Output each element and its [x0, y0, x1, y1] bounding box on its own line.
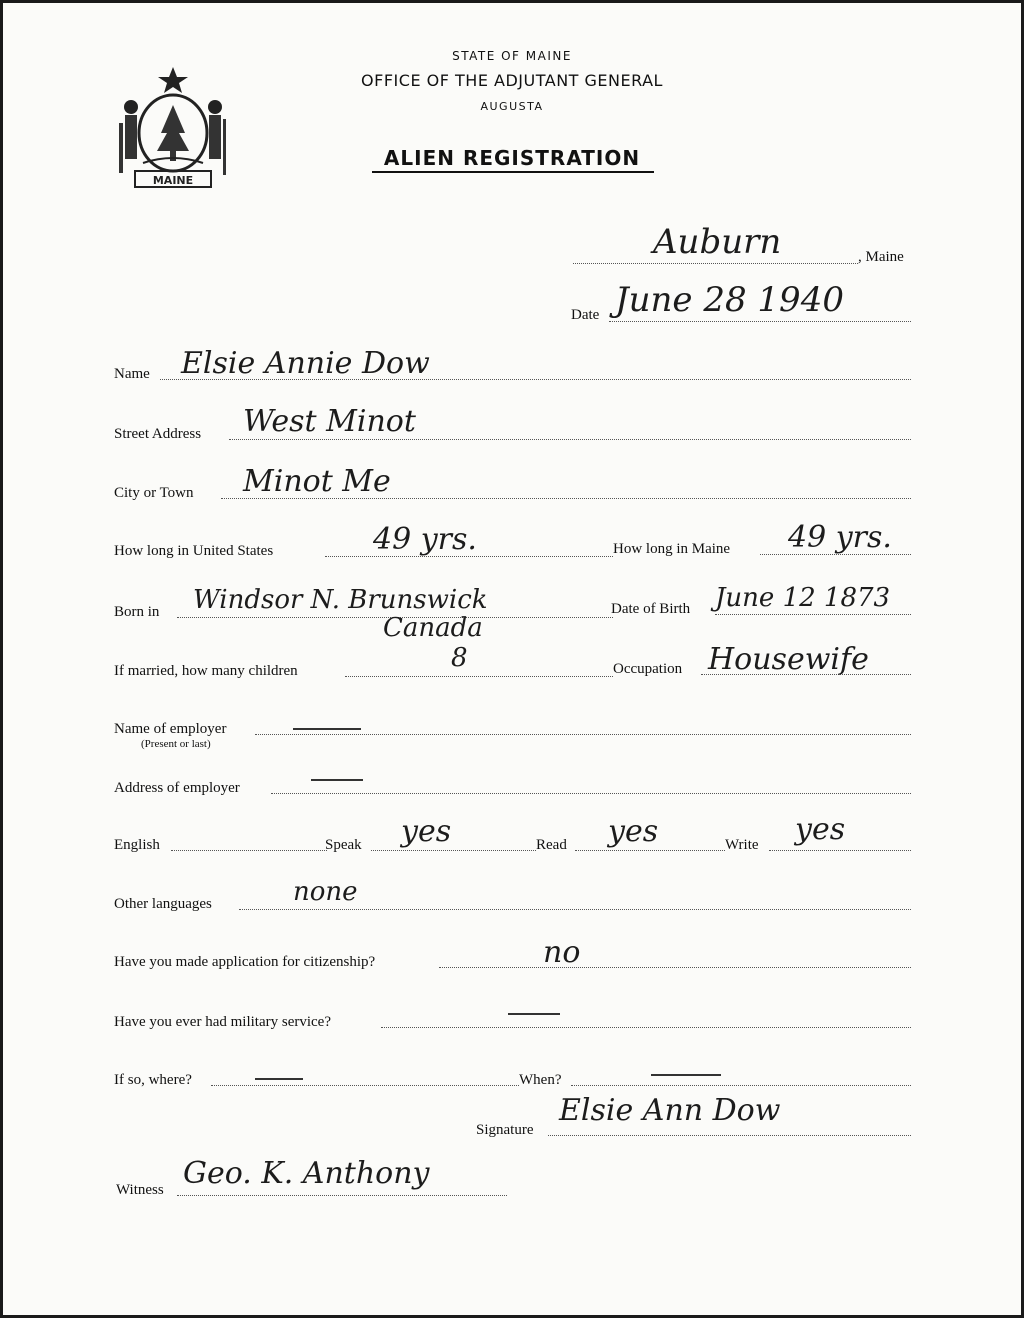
born-in-label: Born in [114, 604, 160, 620]
when-label: When? [519, 1072, 562, 1088]
witness-label: Witness [116, 1182, 164, 1198]
other-languages-value: none [293, 877, 358, 907]
english-label: English [114, 837, 160, 853]
where-line [211, 1085, 519, 1086]
location-line [573, 263, 858, 264]
military-label: Have you ever had military service? [114, 1014, 331, 1030]
witness-line [177, 1195, 507, 1196]
employer-name-blank-mark [293, 728, 361, 730]
title-underline [372, 171, 654, 173]
children-value: 8 [451, 643, 468, 673]
seal-text: MAINE [152, 174, 194, 187]
occupation-value: Housewife [708, 642, 869, 677]
where-label: If so, where? [114, 1072, 192, 1088]
street-address-value: West Minot [243, 404, 416, 439]
read-label: Read [536, 837, 567, 853]
employer-name-sublabel: (Present or last) [141, 738, 211, 750]
employer-name-line [255, 734, 911, 735]
citizenship-value: no [543, 935, 581, 970]
header-state: STATE OF MAINE [452, 49, 572, 63]
born-in-value: Windsor N. Brunswick [193, 585, 488, 615]
signature-label: Signature [476, 1122, 534, 1138]
street-address-label: Street Address [114, 426, 202, 442]
employer-address-line [271, 793, 911, 794]
date-line [609, 321, 911, 322]
name-value: Elsie Annie Dow [181, 346, 430, 381]
english-line [171, 850, 327, 851]
date-value: June 28 1940 [615, 280, 844, 320]
military-line [381, 1027, 911, 1028]
form-title: ALIEN REGISTRATION [383, 146, 641, 170]
dob-label: Date of Birth [611, 601, 691, 617]
children-line [345, 676, 613, 677]
employer-address-label: Address of employer [114, 780, 240, 796]
citizenship-label: Have you made application for citizenship? [114, 954, 376, 970]
dob-value: June 12 1873 [715, 583, 891, 613]
location-value: Auburn [653, 222, 782, 262]
write-label: Write [725, 837, 759, 853]
when-blank-mark [651, 1074, 721, 1076]
occupation-label: Occupation [613, 661, 683, 677]
how-long-maine-label: How long in Maine [613, 541, 731, 557]
speak-label: Speak [325, 837, 362, 853]
speak-value: yes [401, 814, 452, 849]
other-languages-line [239, 909, 911, 910]
street-address-line [229, 439, 911, 440]
military-blank-mark [508, 1013, 560, 1015]
how-long-maine-value: 49 yrs. [788, 520, 892, 555]
header-city: AUGUSTA [480, 100, 544, 113]
date-label: Date [571, 307, 600, 323]
employer-address-blank-mark [311, 779, 363, 781]
employer-name-label: Name of employer [114, 721, 227, 737]
read-line [575, 850, 725, 851]
location-suffix: , Maine [858, 249, 904, 265]
registration-form-page [3, 3, 1021, 1315]
write-value: yes [795, 812, 846, 847]
how-long-us-value: 49 yrs. [373, 522, 477, 557]
name-label: Name [114, 366, 150, 382]
when-line [571, 1085, 911, 1086]
citizenship-line [439, 967, 911, 968]
write-line [769, 850, 911, 851]
signature-line [548, 1135, 911, 1136]
where-blank-mark [255, 1078, 303, 1080]
other-languages-label: Other languages [114, 896, 212, 912]
read-value: yes [608, 814, 659, 849]
header-office: OFFICE OF THE ADJUTANT GENERAL [361, 71, 663, 90]
how-long-us-label: How long in United States [114, 543, 274, 559]
children-label: If married, how many children [114, 663, 298, 679]
signature-value: Elsie Ann Dow [559, 1093, 781, 1128]
born-in-value-2: Canada [383, 613, 483, 643]
speak-line [371, 850, 536, 851]
dob-line [715, 614, 911, 615]
city-value: Minot Me [243, 464, 391, 499]
city-label: City or Town [114, 485, 194, 501]
witness-value: Geo. K. Anthony [183, 1156, 430, 1191]
